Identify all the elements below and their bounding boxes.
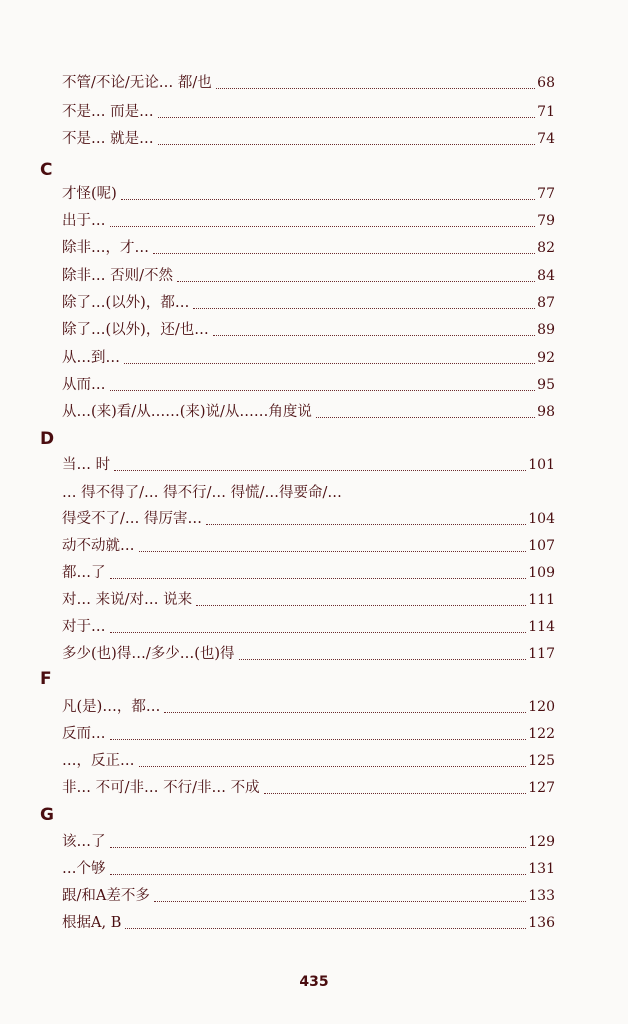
- section-letter-c: C: [40, 160, 53, 180]
- entry-text: 不管/不论/无论… 都/也: [62, 75, 212, 91]
- index-entry: [62, 481, 555, 505]
- leader-dots: [158, 117, 536, 118]
- entry-text: 跟/和A差不多: [62, 888, 150, 904]
- entry-page: 82: [537, 240, 555, 256]
- leader-dots: [216, 88, 535, 89]
- page-number: 435: [299, 974, 329, 990]
- entry-text: 除了…(以外)，都…: [62, 295, 190, 311]
- entry-text: 对… 来说/对… 说来: [62, 592, 193, 608]
- index-entry: [62, 615, 555, 639]
- section-letter-g: G: [40, 805, 54, 825]
- leader-dots: [124, 363, 535, 364]
- leader-dots: [121, 199, 535, 200]
- entry-page: 71: [537, 104, 555, 120]
- leader-dots: [110, 874, 527, 875]
- section-letter-d: D: [40, 429, 55, 449]
- leader-dots: [110, 390, 536, 391]
- entry-page: 84: [537, 268, 555, 284]
- index-entry: [62, 857, 555, 881]
- leader-dots: [206, 524, 526, 525]
- entry-page: 79: [537, 213, 555, 229]
- entry-text: 从而…: [62, 377, 106, 393]
- index-entry: [62, 453, 555, 477]
- entry-text: 凡(是)…，都…: [62, 699, 161, 715]
- entry-text: 都…了: [62, 565, 106, 581]
- leader-dots: [177, 281, 535, 282]
- entry-page: 104: [528, 511, 555, 527]
- index-entry: [62, 588, 555, 612]
- entry-text: … 得不得了/… 得不行/… 得慌/…得要命/…: [62, 485, 342, 501]
- entry-page: 74: [537, 131, 555, 147]
- entry-page: 122: [528, 726, 555, 742]
- leader-dots: [110, 578, 527, 579]
- index-entry: [62, 182, 555, 206]
- entry-page: 133: [528, 888, 555, 904]
- index-entry: [62, 236, 555, 260]
- entry-page: 68: [537, 75, 555, 91]
- entry-page: 98: [537, 404, 555, 420]
- leader-dots: [154, 901, 526, 902]
- entry-text: 才怪(呢): [62, 186, 117, 202]
- index-entry: [62, 749, 555, 773]
- section-letter-f: F: [40, 669, 52, 689]
- index-entry: [62, 264, 555, 288]
- index-entry: [62, 642, 555, 666]
- index-entry: [62, 695, 555, 719]
- leader-dots: [153, 253, 535, 254]
- entry-text: 除非…，才…: [62, 240, 149, 256]
- entry-text: 除非… 否则/不然: [62, 268, 173, 284]
- entry-text: 出于…: [62, 213, 106, 229]
- entry-text: 从…到…: [62, 350, 120, 366]
- index-entry: [62, 71, 555, 95]
- entry-page: 125: [528, 753, 555, 769]
- entry-page: 114: [528, 619, 555, 635]
- entry-page: 101: [528, 457, 555, 473]
- leader-dots: [196, 605, 526, 606]
- entry-page: 131: [528, 861, 555, 877]
- entry-text: 从…(来)看/从……(来)说/从……角度说: [62, 404, 312, 420]
- entry-page: 127: [528, 780, 555, 796]
- entry-text: 当… 时: [62, 457, 111, 473]
- index-entry: [62, 291, 555, 315]
- entry-page: 92: [537, 350, 555, 366]
- entry-page: 136: [528, 915, 555, 931]
- index-entry: [62, 776, 555, 800]
- entry-page: 120: [528, 699, 555, 715]
- entry-text: 得受不了/… 得厉害…: [62, 511, 202, 527]
- leader-dots: [164, 712, 526, 713]
- index-entry: [62, 884, 555, 908]
- index-entry: [62, 127, 555, 151]
- index-entry: [62, 100, 555, 124]
- entry-page: 87: [537, 295, 555, 311]
- leader-dots: [125, 928, 526, 929]
- entry-page: 77: [537, 186, 555, 202]
- leader-dots: [110, 632, 527, 633]
- entry-text: 对于…: [62, 619, 106, 635]
- entry-text: …个够: [62, 861, 106, 877]
- entry-page: 111: [528, 592, 555, 608]
- leader-dots: [110, 847, 527, 848]
- index-entry: [62, 507, 555, 531]
- entry-page: 89: [537, 322, 555, 338]
- entry-page: 109: [528, 565, 555, 581]
- leader-dots: [110, 226, 536, 227]
- index-entry: [62, 561, 555, 585]
- index-entry: [62, 534, 555, 558]
- leader-dots: [158, 144, 536, 145]
- index-entry: [62, 830, 555, 854]
- leader-dots: [213, 335, 535, 336]
- entry-page: 117: [528, 646, 555, 662]
- entry-text: 根据A, B: [62, 915, 122, 931]
- entry-text: 不是… 就是…: [62, 131, 154, 147]
- index-entry: [62, 400, 555, 424]
- index-entry: [62, 318, 555, 342]
- leader-dots: [139, 551, 527, 552]
- entry-text: 反而…: [62, 726, 106, 742]
- leader-dots: [316, 417, 535, 418]
- entry-text: …，反正…: [62, 753, 135, 769]
- index-entry: [62, 346, 555, 370]
- leader-dots: [114, 470, 526, 471]
- entry-page: 129: [528, 834, 555, 850]
- leader-dots: [239, 659, 527, 660]
- entry-page: 95: [537, 377, 555, 393]
- index-entry: [62, 373, 555, 397]
- index-entry: [62, 209, 555, 233]
- entry-text: 该…了: [62, 834, 106, 850]
- leader-dots: [110, 739, 527, 740]
- entry-page: 107: [528, 538, 555, 554]
- entry-text: 动不动就…: [62, 538, 135, 554]
- entry-text: 不是… 而是…: [62, 104, 154, 120]
- entry-text: 非… 不可/非… 不行/非… 不成: [62, 780, 260, 796]
- index-entry: [62, 722, 555, 746]
- index-entry: [62, 911, 555, 935]
- entry-text: 多少(也)得…/多少…(也)得: [62, 646, 235, 662]
- leader-dots: [139, 766, 527, 767]
- leader-dots: [264, 793, 527, 794]
- leader-dots: [193, 308, 535, 309]
- entry-text: 除了…(以外)，还/也…: [62, 322, 209, 338]
